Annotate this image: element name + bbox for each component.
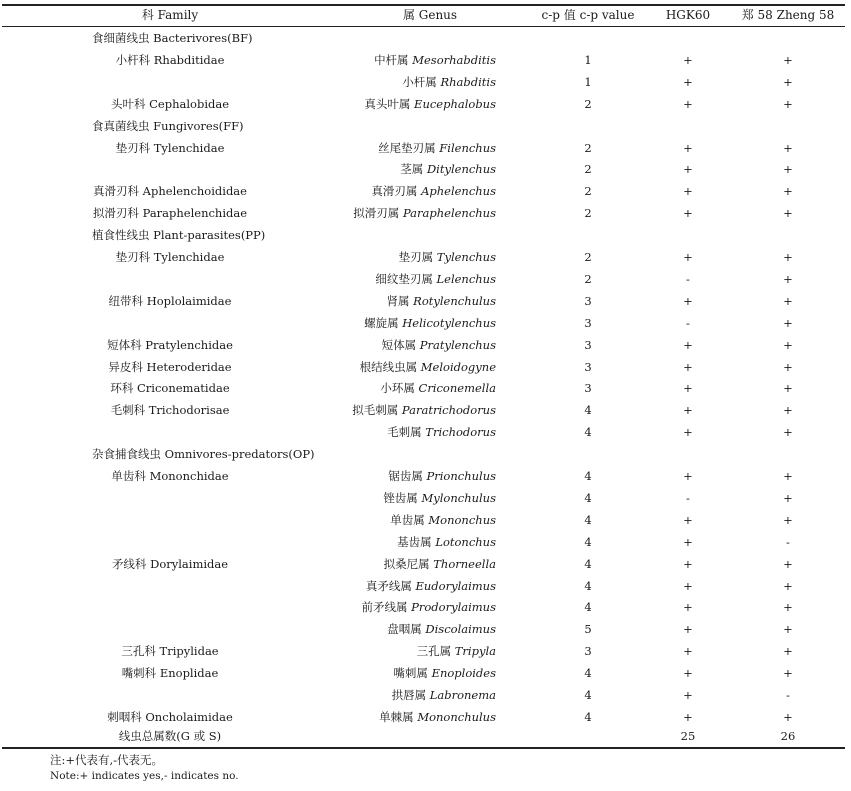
genus-cell <box>300 662 496 684</box>
header-hgk60: HGK60 <box>665 8 711 22</box>
genus-cell <box>300 180 496 202</box>
cp-value-cell: 3 <box>584 381 592 396</box>
zheng58-presence: + <box>783 600 793 615</box>
cp-value-cell: 4 <box>584 556 592 571</box>
genus-chinese: 三孔属 <box>416 644 455 659</box>
genus-latin: Meloidogyne <box>420 359 496 374</box>
zheng58-presence: + <box>783 578 793 593</box>
zheng58-presence: + <box>783 644 793 659</box>
genus-chinese: 细纹垫刃属 <box>375 271 437 286</box>
genus-chinese: 锯齿属 <box>388 469 427 483</box>
genus-latin: Filenchus <box>439 140 496 155</box>
genus-latin: Discolaimus <box>425 622 496 637</box>
family-cell: 毛刺科 Trichodorisae <box>110 403 230 418</box>
cp-value-cell: 4 <box>584 469 592 483</box>
genus-chinese: 丝尾垫刃属 <box>378 140 440 155</box>
total-hgk60: 25 <box>680 729 696 743</box>
family-cell: 纽带科 Hoplolaimidae <box>108 293 232 308</box>
genus-chinese: 真滑刃属 <box>371 184 422 199</box>
note-chinese: 注:+代表有,-代表无。 <box>50 753 164 767</box>
genus-cell <box>300 49 496 71</box>
genus-cell <box>300 596 496 618</box>
note-english: Note:+ indicates yes,- indicates no. <box>50 770 239 782</box>
family-cell: 短体科 Pratylenchidae <box>107 337 233 352</box>
genus-chinese: 单棘属 <box>379 709 418 724</box>
cp-value-cell: 3 <box>584 315 592 330</box>
hgk60-presence: + <box>683 600 693 615</box>
family-cell: 三孔科 Tripylidae <box>121 644 219 659</box>
genus-latin: Eudorylaimus <box>415 578 496 593</box>
hgk60-presence: + <box>683 578 693 593</box>
hgk60-presence: + <box>683 140 693 155</box>
zheng58-presence: + <box>783 337 793 352</box>
genus-chinese: 中杆属 <box>374 52 413 67</box>
genus-latin: Thorneella <box>433 556 496 571</box>
cp-value-cell: 2 <box>584 184 592 199</box>
zheng58-presence: + <box>783 359 793 374</box>
genus-chinese: 拱唇属 <box>391 688 430 702</box>
cp-value-cell: 4 <box>584 490 592 505</box>
cp-value-cell: 4 <box>584 666 592 681</box>
genus-cell <box>300 421 496 443</box>
family-cell: 垫刃科 Tylenchidae <box>115 140 225 155</box>
genus-chinese: 毛刺属 <box>387 425 426 440</box>
family-cell: 垫刃科 Tylenchidae <box>115 250 225 264</box>
family-cell: 嘴刺科 Enoplidae <box>121 666 219 681</box>
genus-chinese: 螺旋属 <box>364 315 403 330</box>
genus-cell <box>300 553 496 575</box>
genus-cell <box>300 399 496 421</box>
genus-latin: Eucephalobus <box>414 96 496 111</box>
genus-chinese: 根结线虫属 <box>359 359 421 374</box>
zheng58-presence: + <box>783 96 793 111</box>
zheng58-presence: + <box>783 403 793 418</box>
genus-chinese: 茎属 <box>400 162 427 177</box>
genus-cell <box>300 334 496 356</box>
cp-value-cell: 1 <box>584 52 592 67</box>
genus-chinese: 拟滑刃属 <box>353 206 403 221</box>
genus-latin: Prodorylaimus <box>411 600 496 615</box>
genus-chinese: 盘咽属 <box>387 622 426 637</box>
genus-cell <box>300 531 496 553</box>
zheng58-presence: + <box>783 52 793 67</box>
total-label: 线虫总属数(G 或 S) <box>118 729 222 743</box>
cp-value-cell: 2 <box>584 206 592 221</box>
cp-value-cell: 4 <box>584 403 592 418</box>
genus-cell <box>300 640 496 662</box>
genus-latin: Mesorhabditis <box>412 52 496 67</box>
genus-cell <box>300 202 496 224</box>
genus-cell <box>300 575 496 597</box>
hgk60-presence: + <box>683 644 693 659</box>
zheng58-presence: + <box>783 271 793 286</box>
genus-latin: Aphelenchus <box>421 184 496 199</box>
hgk60-presence: + <box>683 534 693 549</box>
zheng58-presence: - <box>786 688 790 702</box>
hgk60-presence: + <box>683 162 693 177</box>
genus-latin: Rotylenchulus <box>413 293 496 308</box>
hgk60-presence: - <box>686 315 690 330</box>
cp-value-cell: 4 <box>584 578 592 593</box>
genus-latin: Paratrichodorus <box>401 403 496 418</box>
genus-cell <box>300 312 496 334</box>
hgk60-presence: + <box>683 622 693 637</box>
genus-chinese: 基齿属 <box>397 534 436 549</box>
group-label: 植食性线虫 Plant-parasites(PP) <box>92 228 266 243</box>
hgk60-presence: + <box>683 250 693 264</box>
genus-chinese: 小杆属 <box>402 74 441 89</box>
family-cell: 拟滑刃科 Paraphelenchidae <box>92 206 248 221</box>
family-cell: 小杆科 Rhabditidae <box>115 52 225 67</box>
family-cell: 异皮科 Heteroderidae <box>108 359 232 374</box>
genus-latin: Tylenchus <box>436 250 496 264</box>
genus-cell <box>300 684 496 706</box>
hgk60-presence: - <box>686 490 690 505</box>
zheng58-presence: + <box>783 162 793 177</box>
genus-cell <box>300 487 496 509</box>
genus-latin: Enoploides <box>431 666 496 681</box>
hgk60-presence: + <box>683 293 693 308</box>
zheng58-presence: + <box>783 622 793 637</box>
cp-value-cell: 2 <box>584 96 592 111</box>
family-cell: 真滑刃科 Aphelenchoididae <box>93 184 247 199</box>
cp-value-cell: 4 <box>584 600 592 615</box>
cp-value-cell: 3 <box>584 293 592 308</box>
genus-cell <box>300 137 496 159</box>
zheng58-presence: + <box>783 315 793 330</box>
genus-chinese: 前矛线属 <box>361 600 412 615</box>
genus-cell <box>300 509 496 531</box>
header-zheng58: 郑 58 Zheng 58 <box>741 8 835 22</box>
hgk60-presence: + <box>683 425 693 440</box>
genus-cell <box>300 377 496 399</box>
zheng58-presence: + <box>783 556 793 571</box>
genus-cell <box>300 618 496 640</box>
hgk60-presence: + <box>683 688 693 702</box>
family-cell: 矛线科 Dorylaimidae <box>111 556 229 571</box>
hgk60-presence: + <box>683 359 693 374</box>
genus-latin: Labronema <box>429 688 496 702</box>
cp-value-cell: 4 <box>584 709 592 724</box>
family-cell: 头叶科 Cephalobidae <box>110 96 230 111</box>
genus-chinese: 嘴刺属 <box>393 666 432 681</box>
genus-latin: Paraphelenchus <box>402 206 496 221</box>
group-label: 杂食捕食线虫 Omnivores-predators(OP) <box>92 447 315 462</box>
genus-cell <box>300 93 496 115</box>
hgk60-presence: + <box>683 469 693 483</box>
genus-chinese: 真矛线属 <box>365 578 416 593</box>
group-label: 食细菌线虫 Bacterivores(BF) <box>92 31 253 45</box>
zheng58-presence: + <box>783 381 793 396</box>
hgk60-presence: + <box>683 96 693 111</box>
cp-value-cell: 4 <box>584 425 592 440</box>
genus-chinese: 真头叶属 <box>364 96 415 111</box>
zheng58-presence: + <box>783 512 793 527</box>
cp-value-cell: 2 <box>584 162 592 177</box>
zheng58-presence: + <box>783 709 793 724</box>
genus-latin: Lelenchus <box>436 271 496 286</box>
cp-value-cell: 3 <box>584 359 592 374</box>
genus-cell <box>300 268 496 290</box>
genus-cell <box>300 246 496 268</box>
genus-cell <box>300 356 496 378</box>
genus-chinese: 拟桑尼属 <box>383 556 434 571</box>
genus-latin: Prionchulus <box>426 469 496 483</box>
cp-value-cell: 2 <box>584 250 592 264</box>
genus-latin: Trichodorus <box>425 425 496 440</box>
genus-latin: Criconemella <box>418 381 496 396</box>
genus-latin: Lotonchus <box>435 534 496 549</box>
zheng58-presence: + <box>783 74 793 89</box>
genus-cell <box>300 290 496 312</box>
genus-chinese: 小环属 <box>380 381 419 396</box>
zheng58-presence: + <box>783 666 793 681</box>
hgk60-presence: + <box>683 512 693 527</box>
genus-latin: Helicotylenchus <box>402 315 496 330</box>
genus-latin: Ditylenchus <box>426 162 496 177</box>
hgk60-presence: + <box>683 337 693 352</box>
zheng58-presence: + <box>783 140 793 155</box>
genus-latin: Tripyla <box>454 644 496 659</box>
family-cell: 刺咽科 Oncholaimidae <box>107 709 233 724</box>
header-cp-value: c-p 值 c-p value <box>541 8 635 22</box>
genus-chinese: 垫刃属 <box>398 250 437 264</box>
genus-chinese: 拟毛刺属 <box>352 403 402 418</box>
hgk60-presence: + <box>683 206 693 221</box>
genus-cell <box>300 706 496 728</box>
genus-latin: Rhabditis <box>440 74 496 89</box>
genus-chinese: 短体属 <box>381 337 420 352</box>
hgk60-presence: + <box>683 52 693 67</box>
zheng58-presence: + <box>783 250 793 264</box>
hgk60-presence: + <box>683 556 693 571</box>
genus-latin: Mylonchulus <box>421 490 496 505</box>
hgk60-presence: + <box>683 666 693 681</box>
hgk60-presence: - <box>686 271 690 286</box>
cp-value-cell: 1 <box>584 74 592 89</box>
cp-value-cell: 3 <box>584 644 592 659</box>
cp-value-cell: 3 <box>584 337 592 352</box>
header-family: 科 Family <box>141 8 199 22</box>
hgk60-presence: + <box>683 184 693 199</box>
bottom-rule <box>2 747 845 749</box>
hgk60-presence: + <box>683 709 693 724</box>
zheng58-presence: + <box>783 425 793 440</box>
zheng58-presence: + <box>783 206 793 221</box>
cp-value-cell: 5 <box>584 622 592 637</box>
zheng58-presence: - <box>786 534 790 549</box>
genus-chinese: 单齿属 <box>390 512 429 527</box>
group-label: 食真菌线虫 Fungivores(FF) <box>92 118 244 133</box>
genus-chinese: 锉齿属 <box>383 490 422 505</box>
total-zheng58: 26 <box>780 729 796 743</box>
hgk60-presence: + <box>683 381 693 396</box>
genus-cell <box>300 158 496 180</box>
cp-value-cell: 4 <box>584 688 592 702</box>
hgk60-presence: + <box>683 74 693 89</box>
genus-latin: Pratylenchus <box>419 337 496 352</box>
zheng58-presence: + <box>783 184 793 199</box>
family-cell: 环科 Criconematidae <box>110 381 230 396</box>
cp-value-cell: 4 <box>584 512 592 527</box>
cp-value-cell: 2 <box>584 271 592 286</box>
header-genus: 属 Genus <box>402 8 458 22</box>
genus-latin: Mononchulus <box>417 709 496 724</box>
cp-value-cell: 4 <box>584 534 592 549</box>
genus-latin: Mononchus <box>428 512 496 527</box>
genus-cell <box>300 465 496 487</box>
zheng58-presence: + <box>783 469 793 483</box>
genus-cell <box>300 71 496 93</box>
genus-chinese: 肾属 <box>386 293 414 308</box>
family-cell: 单齿科 Mononchidae <box>111 469 229 483</box>
zheng58-presence: + <box>783 293 793 308</box>
hgk60-presence: + <box>683 403 693 418</box>
zheng58-presence: + <box>783 490 793 505</box>
cp-value-cell: 2 <box>584 140 592 155</box>
